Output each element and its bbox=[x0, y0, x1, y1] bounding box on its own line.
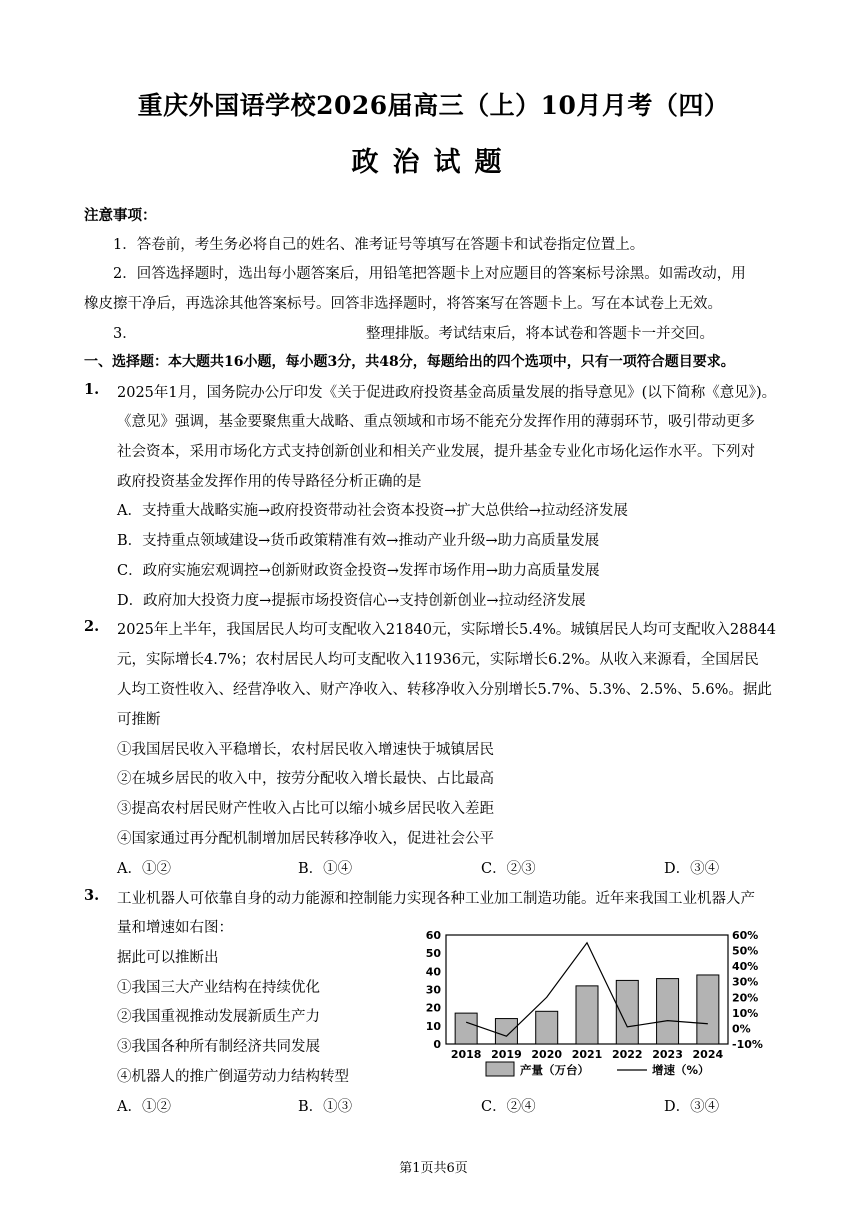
bar-production bbox=[495, 1019, 517, 1044]
bar-production bbox=[455, 1013, 477, 1044]
right-axis-tick-label: 40% bbox=[732, 960, 759, 974]
x-axis-tick-label: 2024 bbox=[692, 1048, 724, 1061]
notice-item-1: 1．答卷前，考生务必将自己的姓名、准考证号等填写在答题卡和试卷指定位置上。 bbox=[113, 237, 645, 253]
x-axis-tick-label: 2023 bbox=[652, 1048, 683, 1061]
q3-choice-a: A．①② bbox=[117, 1099, 171, 1115]
q1-option-d: D．政府加大投资力度→提振市场投资信心→支持创新创业→拉动经济发展 bbox=[117, 593, 586, 609]
q3-stem-line: 量和增速如右图： bbox=[117, 920, 233, 936]
q1-option-b: B．支持重点领域建设→货币政策精准有效→推动产业升级→助力高质量发展 bbox=[117, 533, 600, 549]
q1-option-a: A．支持重大战略实施→政府投资带动社会资本投资→扩大总供给→拉动经济发展 bbox=[117, 503, 628, 519]
x-axis-tick-label: 2022 bbox=[611, 1048, 643, 1061]
q2-stem-line: 2025年上半年，我国居民人均可支配收入21840元，实际增长5.4%。城镇居民人均可支配收入28844 bbox=[117, 622, 776, 638]
legend-bar-swatch bbox=[486, 1062, 514, 1076]
notice-item-3-number: 3． bbox=[113, 326, 137, 342]
left-axis-tick-label: 0 bbox=[433, 1038, 441, 1051]
left-axis-tick-label: 50 bbox=[425, 947, 441, 961]
bar-production bbox=[616, 980, 638, 1044]
notice-item-3-text: 整理排版。考试结束后，将本试卷和答题卡一并交回。 bbox=[366, 326, 714, 342]
bar-production bbox=[536, 1011, 558, 1044]
exam-subtitle: 政治试题 bbox=[351, 147, 516, 178]
left-axis-tick-label: 20 bbox=[425, 1001, 441, 1015]
q3-statement-2: ②我国重视推动发展新质生产力 bbox=[117, 1009, 320, 1025]
q3-statement-4: ④机器人的推广倒逼劳动力结构转型 bbox=[117, 1069, 349, 1085]
robot-production-chart bbox=[410, 915, 780, 1090]
q2-choice-d: D．③④ bbox=[664, 861, 720, 877]
q3-choice-d: D．③④ bbox=[664, 1099, 720, 1115]
q2-choice-a: A．①② bbox=[117, 861, 171, 877]
legend-line-label: 增速（%） bbox=[652, 1063, 710, 1077]
section-heading: 一、选择题：本大题共16小题，每小题3分，共48分，每题给出的四个选项中，只有一项符合题目要求。 bbox=[84, 354, 735, 370]
notice-item-2-line-1: 2．回答选择题时，选出每小题答案后，用铅笔把答题卡上对应题目的答案标号涂黑。如需改动，用 bbox=[113, 266, 746, 282]
notice-heading: 注意事项： bbox=[84, 207, 157, 224]
page-footer: 第1页共6页 bbox=[399, 1161, 468, 1176]
q1-option-c: C．政府实施宏观调控→创新财政资金投资→发挥市场作用→助力高质量发展 bbox=[117, 563, 600, 579]
right-axis-tick-label: 30% bbox=[732, 975, 759, 989]
bar-production bbox=[697, 975, 719, 1044]
bar-production bbox=[576, 986, 598, 1044]
q2-number: 2. bbox=[84, 618, 100, 635]
q2-stem-line: 可推断 bbox=[117, 712, 161, 728]
q2-statement-2: ②在城乡居民的收入中，按劳分配收入增长最快、占比最高 bbox=[117, 771, 494, 787]
bar-production bbox=[657, 979, 679, 1044]
left-axis-tick-label: 40 bbox=[425, 965, 441, 979]
x-axis-tick-label: 2021 bbox=[571, 1048, 603, 1061]
q1-number: 1. bbox=[84, 381, 100, 398]
q1-stem-line: 社会资本，采用市场化方式支持创新创业和相关产业发展，提升基金专业化市场化运作水平。下列对 bbox=[117, 444, 755, 460]
legend-bar-label: 产量（万台） bbox=[520, 1063, 589, 1077]
q1-stem-line: 2025年1月，国务院办公厅印发《关于促进政府投资基金高质量发展的指导意见》(以下简称《意见》)。 bbox=[117, 385, 777, 401]
q2-choice-c: C．②③ bbox=[481, 861, 536, 877]
q2-statement-3: ③提高农村居民财产性收入占比可以缩小城乡居民收入差距 bbox=[117, 801, 494, 817]
q3-statement-1: ①我国三大产业结构在持续优化 bbox=[117, 980, 320, 996]
right-axis-tick-label: 60% bbox=[732, 929, 759, 942]
x-axis-tick-label: 2018 bbox=[450, 1048, 482, 1061]
left-axis-tick-label: 30 bbox=[425, 983, 441, 997]
q2-stem-line: 人均工资性收入、经营净收入、财产净收入、转移净收入分别增长5.7%、5.3%、2.5%、5.6%。据此 bbox=[117, 682, 772, 698]
q3-choice-b: B．①③ bbox=[298, 1099, 353, 1115]
left-axis-tick-label: 10 bbox=[425, 1019, 441, 1033]
q3-stem-line: 工业机器人可依靠自身的动力能源和控制能力实现各种工业加工制造功能。近年来我国工业机器人产 bbox=[117, 891, 755, 907]
q1-stem-line: 《意见》强调，基金要聚焦重大战略、重点领域和市场不能充分发挥作用的薄弱环节，吸引带动更多 bbox=[117, 414, 755, 430]
right-axis-tick-label: 20% bbox=[732, 991, 759, 1005]
q1-stem-line: 政府投资基金发挥作用的传导路径分析正确的是 bbox=[117, 474, 422, 490]
q2-statement-1: ①我国居民收入平稳增长，农村居民收入增速快于城镇居民 bbox=[117, 742, 494, 758]
x-axis-tick-label: 2020 bbox=[531, 1048, 563, 1061]
q3-number: 3. bbox=[84, 887, 100, 904]
q2-stem-line: 元，实际增长4.7%；农村居民人均可支配收入11936元，实际增长6.2%。从收入来源看，全国居民 bbox=[117, 652, 759, 668]
exam-title: 重庆外国语学校2026届高三（上）10月月考（四） bbox=[137, 91, 730, 120]
q3-statement-3: ③我国各种所有制经济共同发展 bbox=[117, 1039, 320, 1055]
right-axis-tick-label: -10% bbox=[732, 1038, 763, 1051]
notice-item-2-line-2: 橡皮擦干净后，再选涂其他答案标号。回答非选择题时，将答案写在答题卡上。写在本试卷上无效。 bbox=[84, 296, 722, 312]
right-axis-tick-label: 50% bbox=[732, 944, 759, 958]
q2-choice-b: B．①④ bbox=[298, 861, 353, 877]
x-axis-tick-label: 2019 bbox=[491, 1048, 522, 1061]
right-axis-tick-label: 10% bbox=[732, 1006, 759, 1020]
q3-prompt: 据此可以推断出 bbox=[117, 950, 219, 966]
right-axis-tick-label: 0% bbox=[732, 1022, 751, 1036]
left-axis-tick-label: 60 bbox=[425, 929, 441, 942]
q2-statement-4: ④国家通过再分配机制增加居民转移净收入，促进社会公平 bbox=[117, 831, 494, 847]
q3-choice-c: C．②④ bbox=[481, 1099, 536, 1115]
